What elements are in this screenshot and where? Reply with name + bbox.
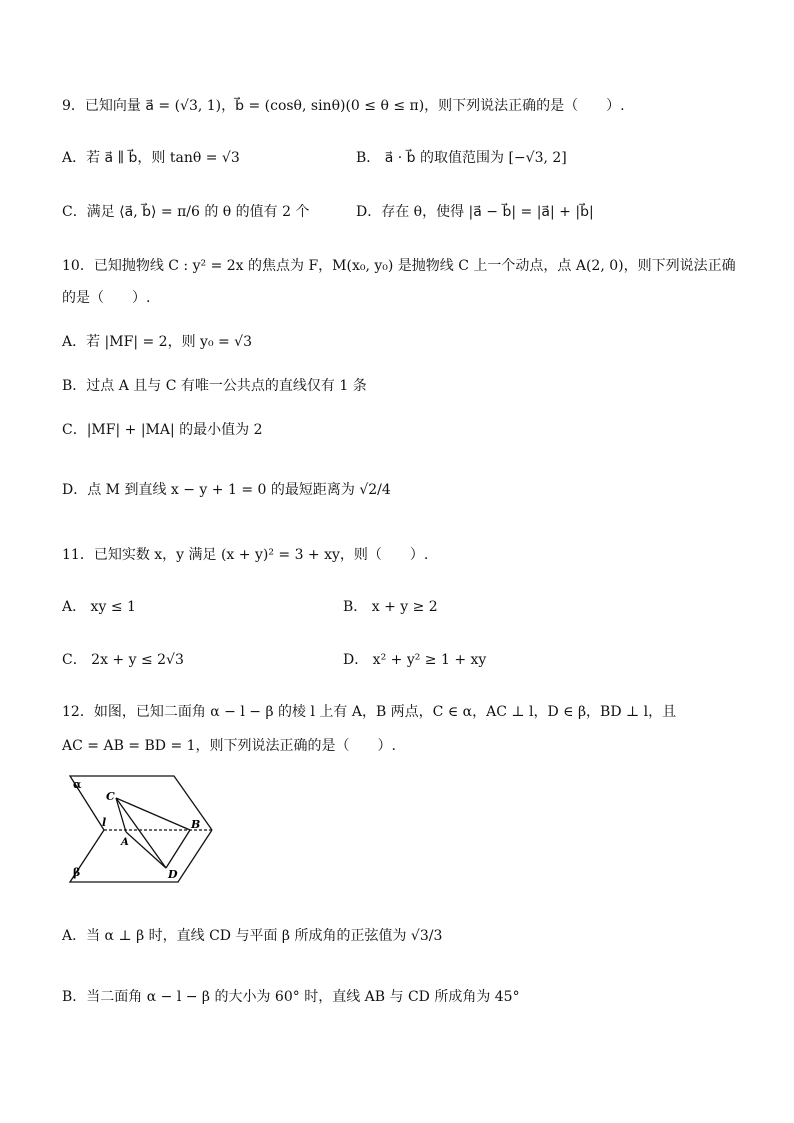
q12-stem-line2: AC = AB = BD = 1，则下列说法正确的是（ ）. [62,738,396,754]
q12-stem-line1: 12．如图，已知二面角 α − l − β 的棱 l 上有 A，B 两点，C ∈ α，AC ⊥ l，D ∈ β，BD ⊥ l，且 [62,704,677,720]
q11-option-a: A． xy ≤ 1 [62,599,136,615]
plane-beta-outline [70,830,212,882]
q9-option-b: B． a⃗ · b⃗ 的取值范围为 [−√3, 2] [356,150,567,166]
q9-option-a: A．若 a⃗ ∥ b⃗，则 tanθ = √3 [62,150,240,166]
q12-option-a: A．当 α ⊥ β 时，直线 CD 与平面 β 所成角的正弦值为 √3/3 [62,928,443,944]
q10-option-c: C．|MF| + |MA| 的最小值为 2 [62,422,263,438]
q9-option-c: C．满足 ⟨a⃗, b⃗⟩ = π/6 的 θ 的值有 2 个 [62,204,310,220]
q10-option-b: B．过点 A 且与 C 有唯一公共点的直线仅有 1 条 [62,378,367,394]
q10-stem-line1: 10．已知抛物线 C : y² = 2x 的焦点为 F，M(x₀, y₀) 是抛物线 C 上一个动点，点 A(2, 0)，则下列说法正确 [62,258,736,274]
q9-stem: 9．已知向量 a⃗ = (√3, 1)，b⃗ = (cosθ, sinθ)(0 ≤ θ ≤ π)，则下列说法正确的是（ ）. [62,98,625,114]
label-beta: β [73,866,81,879]
q11-stem: 11．已知实数 x，y 满足 (x + y)² = 3 + xy，则（ ）. [62,547,429,563]
q11-option-d: D． x² + y² ≥ 1 + xy [343,652,487,668]
label-A: A [121,837,129,848]
q11-option-c: C． 2x + y ≤ 2√3 [62,652,184,668]
q10-option-a: A．若 |MF| = 2，则 y₀ = √3 [62,334,253,350]
segment-BD [166,830,190,868]
label-l: l [102,816,107,829]
q12-option-b: B．当二面角 α − l − β 的大小为 60° 时，直线 AB 与 CD 所成角为 45° [62,989,520,1005]
segment-CA [116,798,126,832]
segment-AD [126,832,166,868]
q10-option-d: D．点 M 到直线 x − y + 1 = 0 的最短距离为 √2/4 [62,482,391,498]
dihedral-angle-figure [62,770,222,888]
label-alpha: α [73,778,82,791]
label-C: C [106,790,115,803]
q9-option-d: D．存在 θ，使得 |a⃗ − b⃗| = |a⃗| + |b⃗| [356,204,594,220]
q10-stem-line2: 的是（ ）. [62,290,151,306]
label-D: D [168,868,178,881]
q11-option-b: B． x + y ≥ 2 [343,599,438,615]
label-B: B [191,818,201,831]
